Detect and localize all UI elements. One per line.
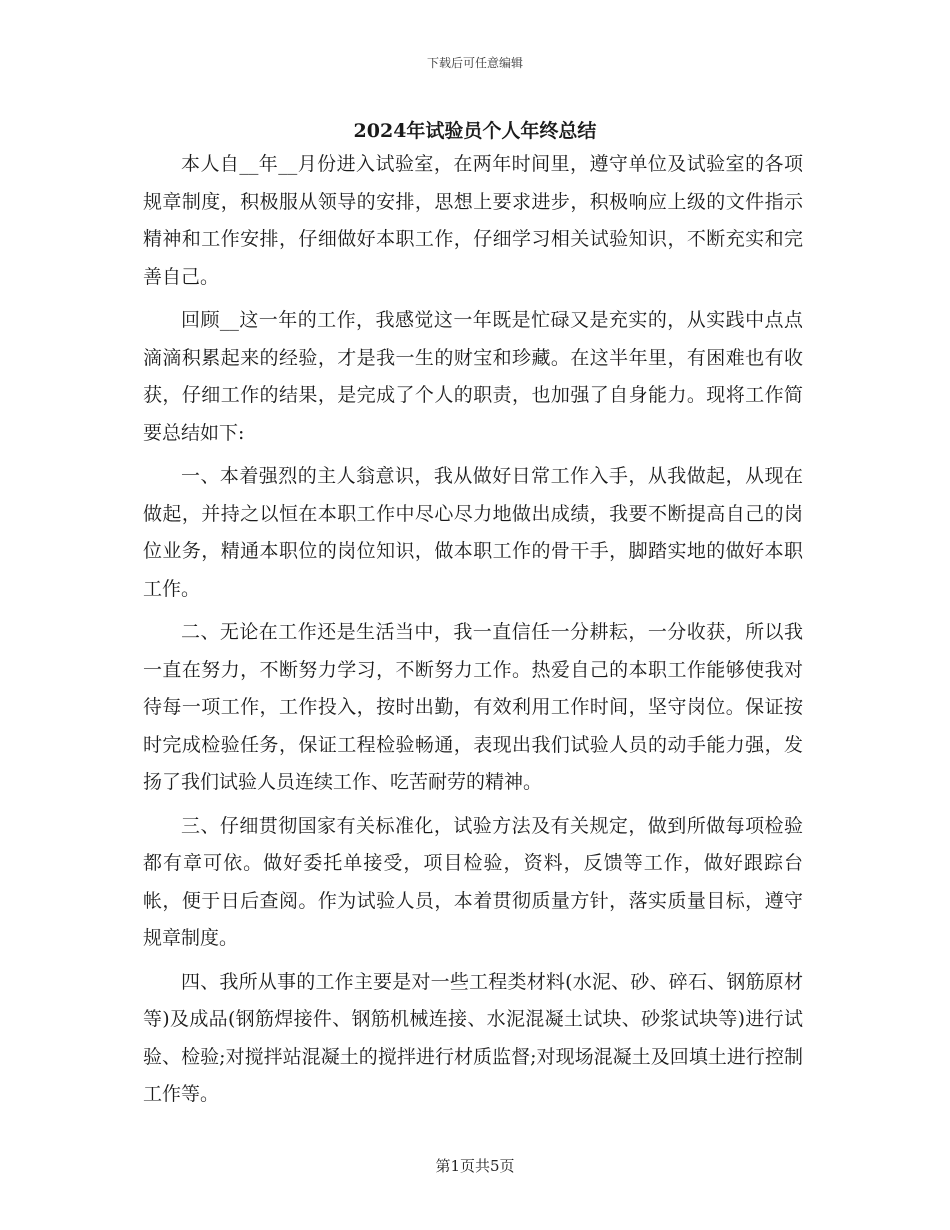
header-note: 下载后可任意编辑 bbox=[426, 56, 523, 70]
paragraph-2: 回顾__这一年的工作，我感觉这一年既是忙碌又是充实的，从实践中点点滴滴积累起来的经验，才是我一生的财宝和珍藏。在这半年里，有困难也有收获，仔细工作的结果，是完成了个人的职责，也加强了自身能力。现将工作简要总结如下: bbox=[143, 309, 803, 444]
document-title: 2024年试验员个人年终总结 bbox=[353, 120, 597, 142]
paragraph-6: 四、我所从事的工作主要是对一些工程类材料(水泥、砂、碎石、钢筋原材等)及成品(钢筋焊接件、钢筋机械连接、水泥混凝土试块、砂浆试块等)进行试验、检验;对搅拌站混凝土的搅拌进行材质监督;对现场混凝土及回填土进行控制工作等。 bbox=[143, 970, 803, 1105]
paragraph-4: 二、无论在工作还是生活当中，我一直信任一分耕耘，一分收获，所以我一直在努力，不断努力学习，不断努力工作。热爱自己的本职工作能够使我对待每一项工作，工作投入，按时出勤，有效利用工作时间，坚守岗位。保证按时完成检验任务，保证工程检验畅通，表现出我们试验人员的动手能力强，发扬了我们试验人员连续工作、吃苦耐劳的精神。 bbox=[143, 621, 803, 793]
paragraph-1: 本人自__年__月份进入试验室，在两年时间里，遵守单位及试验室的各项规章制度，积极服从领导的安排，思想上要求进步，积极响应上级的文件指示精神和工作安排，仔细做好本职工作，仔细学习相关试验知识，不断充实和完善自己。 bbox=[143, 153, 803, 288]
paragraph-5: 三、仔细贯彻国家有关标准化，试验方法及有关规定，做到所做每项检验都有章可依。做好委托单接受，项目检验，资料，反馈等工作，做好跟踪台帐，便于日后查阅。作为试验人员，本着贯彻质量方针，落实质量目标，遵守规章制度。 bbox=[143, 814, 803, 949]
page-number: 第1页共5页 bbox=[435, 1157, 515, 1175]
document-body bbox=[143, 146, 803, 1120]
paragraph-3: 一、本着强烈的主人翁意识，我从做好日常工作入手，从我做起，从现在做起，并持之以恒在本职工作中尽心尽力地做出成绩，我要不断提高自己的岗位业务，精通本职位的岗位知识，做本职工作的骨干手，脚踏实地的做好本职工作。 bbox=[143, 465, 803, 600]
